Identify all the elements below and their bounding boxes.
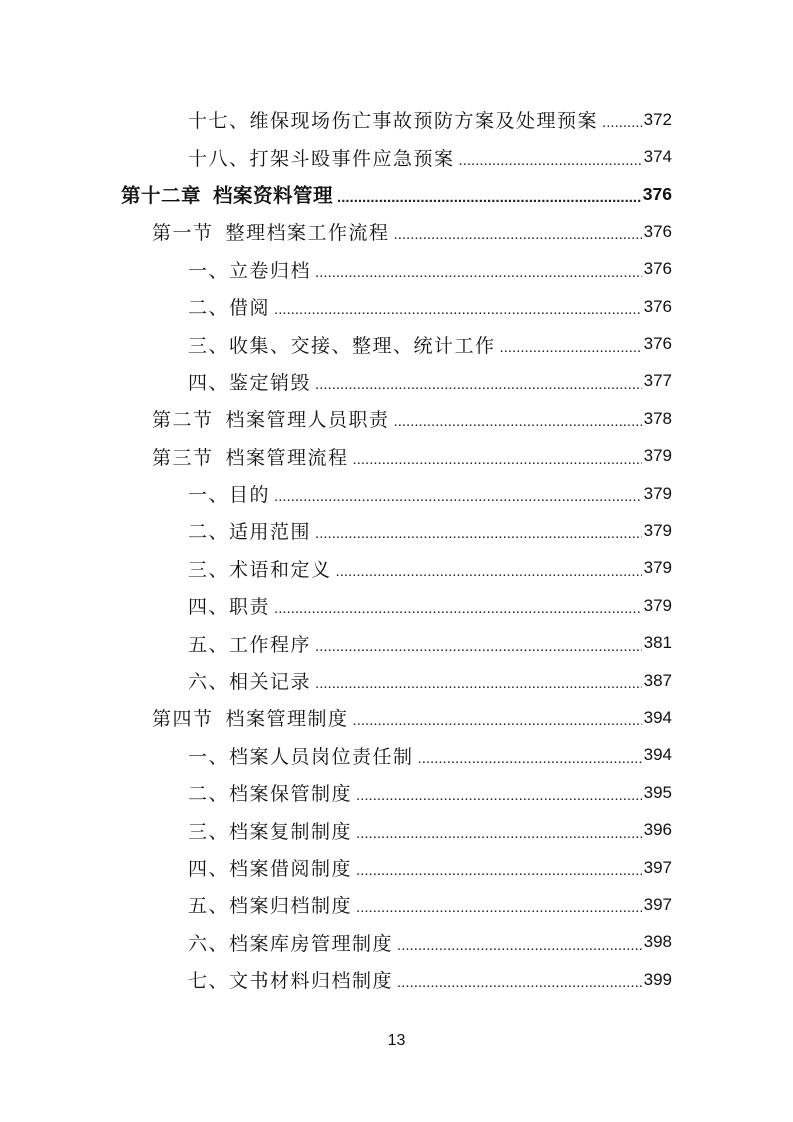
toc-dot-leader — [315, 264, 642, 281]
toc-entry[interactable] — [0, 886, 793, 923]
toc-dot-leader — [500, 339, 642, 356]
toc-entry-number: 十七、 — [188, 110, 250, 133]
toc-entry-page: 379 — [643, 558, 672, 578]
toc-dot-leader — [274, 600, 642, 617]
toc-entry-title — [188, 592, 270, 619]
toc-entry-title — [188, 517, 311, 544]
toc-entry-title — [188, 779, 352, 806]
toc-entry-title — [188, 293, 270, 320]
toc-entry-label: 借阅 — [229, 297, 271, 320]
toc-entry-number: 三、 — [188, 334, 230, 357]
table-of-contents — [0, 101, 793, 998]
toc-entry-number: 五、 — [188, 633, 230, 656]
toc-entry[interactable] — [0, 213, 793, 250]
toc-entry[interactable] — [0, 251, 793, 288]
toc-entry-number: 十八、 — [188, 147, 250, 170]
toc-entry[interactable] — [0, 288, 793, 325]
toc-entry-page: 374 — [643, 147, 672, 167]
toc-entry-page: 399 — [643, 969, 672, 989]
toc-entry-label: 工作程序 — [229, 633, 312, 656]
toc-entry[interactable] — [0, 512, 793, 549]
toc-entry-number: 四、 — [188, 858, 230, 880]
toc-entry[interactable] — [0, 475, 793, 512]
toc-entry-number: 三、 — [188, 558, 230, 581]
toc-dot-leader — [394, 226, 642, 243]
toc-dot-leader — [353, 712, 642, 729]
toc-entry-title — [188, 106, 598, 133]
toc-entry-number: 六、 — [188, 671, 230, 694]
toc-entry[interactable] — [0, 363, 793, 400]
toc-entry-page: 394 — [643, 745, 672, 765]
toc-entry-number: 第一节 — [152, 222, 214, 245]
toc-entry-label: 术语和定义 — [229, 558, 332, 581]
toc-entry-label: 打架斗殴事件应急预案 — [249, 147, 455, 170]
toc-entry-label: 档案库房管理制度 — [229, 932, 394, 955]
toc-dot-leader — [418, 750, 642, 767]
toc-entry-label: 文书材料归档制度 — [229, 970, 394, 993]
toc-entry-title — [188, 667, 311, 694]
toc-dot-leader — [397, 974, 642, 991]
toc-entry-page: 372 — [643, 109, 672, 129]
toc-dot-leader — [337, 189, 641, 206]
toc-entry[interactable] — [0, 961, 793, 998]
toc-entry-page: 397 — [643, 857, 672, 877]
toc-entry-title — [188, 742, 414, 769]
toc-entry-title — [188, 555, 332, 582]
toc-entry-title — [152, 218, 390, 245]
toc-entry-title — [188, 331, 496, 358]
toc-entry-page: 376 — [643, 221, 672, 241]
toc-dot-leader — [356, 825, 642, 842]
toc-entry-title — [188, 480, 270, 507]
toc-entry-label: 目的 — [229, 484, 271, 507]
toc-entry-page: 398 — [643, 932, 672, 952]
toc-entry-number: 二、 — [188, 297, 230, 320]
toc-entry-label: 收集、交接、整理、统计工作 — [229, 334, 496, 357]
toc-entry-number: 第二节 — [152, 409, 214, 432]
toc-entry-title — [188, 368, 311, 395]
toc-entry-label: 档案资料管理 — [213, 184, 334, 208]
toc-dot-leader — [315, 638, 642, 655]
toc-entry-number: 一、 — [188, 484, 230, 507]
toc-dot-leader — [274, 301, 642, 318]
toc-entry-page: 379 — [643, 595, 672, 615]
toc-entry-title — [188, 144, 455, 171]
toc-entry-page: 379 — [643, 520, 672, 540]
toc-entry[interactable] — [0, 138, 793, 175]
toc-entry-number: 第四节 — [152, 708, 214, 731]
toc-entry-label: 档案管理流程 — [225, 446, 349, 469]
toc-entry[interactable] — [0, 849, 793, 886]
toc-dot-leader — [397, 937, 642, 954]
toc-entry-label: 相关记录 — [229, 671, 312, 694]
toc-entry-page: 395 — [643, 782, 672, 802]
toc-dot-leader — [315, 675, 642, 692]
toc-entry-label: 档案归档制度 — [229, 895, 353, 918]
toc-entry[interactable] — [0, 774, 793, 811]
toc-entry[interactable] — [0, 811, 793, 848]
toc-entry-page: 396 — [643, 820, 672, 840]
toc-entry-number: 三、 — [188, 820, 230, 843]
toc-entry-page: 379 — [643, 446, 672, 466]
toc-dot-leader — [274, 488, 642, 505]
toc-entry-title — [152, 405, 390, 432]
toc-entry-page: 381 — [643, 633, 672, 653]
toc-entry[interactable] — [0, 550, 793, 587]
toc-entry-title — [188, 630, 311, 657]
toc-entry-label: 立卷归档 — [229, 259, 312, 282]
toc-dot-leader — [356, 899, 642, 916]
toc-entry[interactable] — [0, 325, 793, 362]
toc-entry[interactable] — [0, 176, 793, 213]
toc-dot-leader — [356, 787, 642, 804]
toc-entry-title — [188, 929, 393, 956]
toc-entry-number: 二、 — [188, 521, 230, 544]
toc-entry[interactable] — [0, 587, 793, 624]
toc-dot-leader — [315, 376, 642, 393]
page-number: 13 — [387, 1032, 406, 1049]
toc-entry-label: 整理档案工作流程 — [225, 222, 390, 245]
toc-entry-page: 376 — [643, 259, 672, 279]
toc-entry-page: 376 — [643, 334, 672, 354]
toc-entry-label: 适用范围 — [229, 521, 312, 544]
toc-dot-leader — [459, 152, 642, 169]
toc-dot-leader — [315, 525, 642, 542]
toc-dot-leader — [353, 451, 642, 468]
toc-entry-number: 第三节 — [152, 446, 214, 469]
toc-dot-leader — [336, 563, 642, 580]
toc-entry[interactable] — [0, 662, 793, 699]
toc-entry-page: 397 — [643, 894, 672, 914]
toc-entry-title — [188, 891, 352, 918]
toc-entry-number: 五、 — [188, 895, 230, 918]
toc-entry-number: 四、 — [188, 596, 230, 619]
toc-entry-label: 职责 — [229, 596, 271, 619]
toc-entry-label: 档案管理人员职责 — [225, 409, 390, 432]
toc-entry-page: 387 — [643, 670, 672, 690]
toc-entry-page: 378 — [643, 408, 672, 428]
toc-entry-page: 379 — [643, 483, 672, 503]
toc-entry[interactable] — [0, 400, 793, 437]
toc-entry-title — [188, 854, 352, 881]
toc-entry-number: 一、 — [188, 745, 230, 768]
toc-entry[interactable] — [0, 737, 793, 774]
toc-entry-number: 七、 — [188, 970, 230, 993]
toc-entry[interactable] — [0, 438, 793, 475]
toc-entry-label: 档案人员岗位责任制 — [229, 745, 414, 768]
toc-entry-title — [152, 704, 349, 731]
toc-entry-title — [121, 180, 333, 208]
toc-entry-page: 376 — [643, 296, 672, 316]
toc-entry-title — [152, 443, 349, 470]
toc-entry-number: 一、 — [188, 259, 230, 282]
toc-entry[interactable] — [0, 699, 793, 736]
toc-entry-title — [188, 817, 352, 844]
toc-entry-number: 六、 — [188, 932, 230, 955]
toc-entry[interactable] — [0, 624, 793, 661]
toc-entry-number: 四、 — [188, 371, 230, 394]
toc-entry-label: 档案复制制度 — [229, 820, 353, 843]
toc-entry-label: 档案借阅制度 — [229, 858, 353, 880]
toc-dot-leader — [394, 413, 642, 430]
toc-entry-label: 鉴定销毁 — [229, 371, 312, 394]
toc-entry-number: 第十二章 — [121, 184, 202, 208]
toc-entry-number: 二、 — [188, 783, 230, 806]
toc-entry-page: 394 — [643, 707, 672, 727]
toc-dot-leader — [356, 862, 642, 879]
toc-dot-leader — [602, 114, 642, 131]
toc-entry-page: 377 — [643, 371, 672, 391]
toc-entry-title — [188, 966, 393, 993]
toc-entry[interactable] — [0, 924, 793, 961]
toc-entry-label: 维保现场伤亡事故预防方案及处理预案 — [249, 110, 599, 133]
toc-entry[interactable] — [0, 101, 793, 138]
toc-entry-title — [188, 256, 311, 283]
toc-entry-label: 档案保管制度 — [229, 783, 353, 806]
toc-entry-page: 376 — [642, 183, 672, 204]
toc-entry-label: 档案管理制度 — [225, 708, 349, 731]
